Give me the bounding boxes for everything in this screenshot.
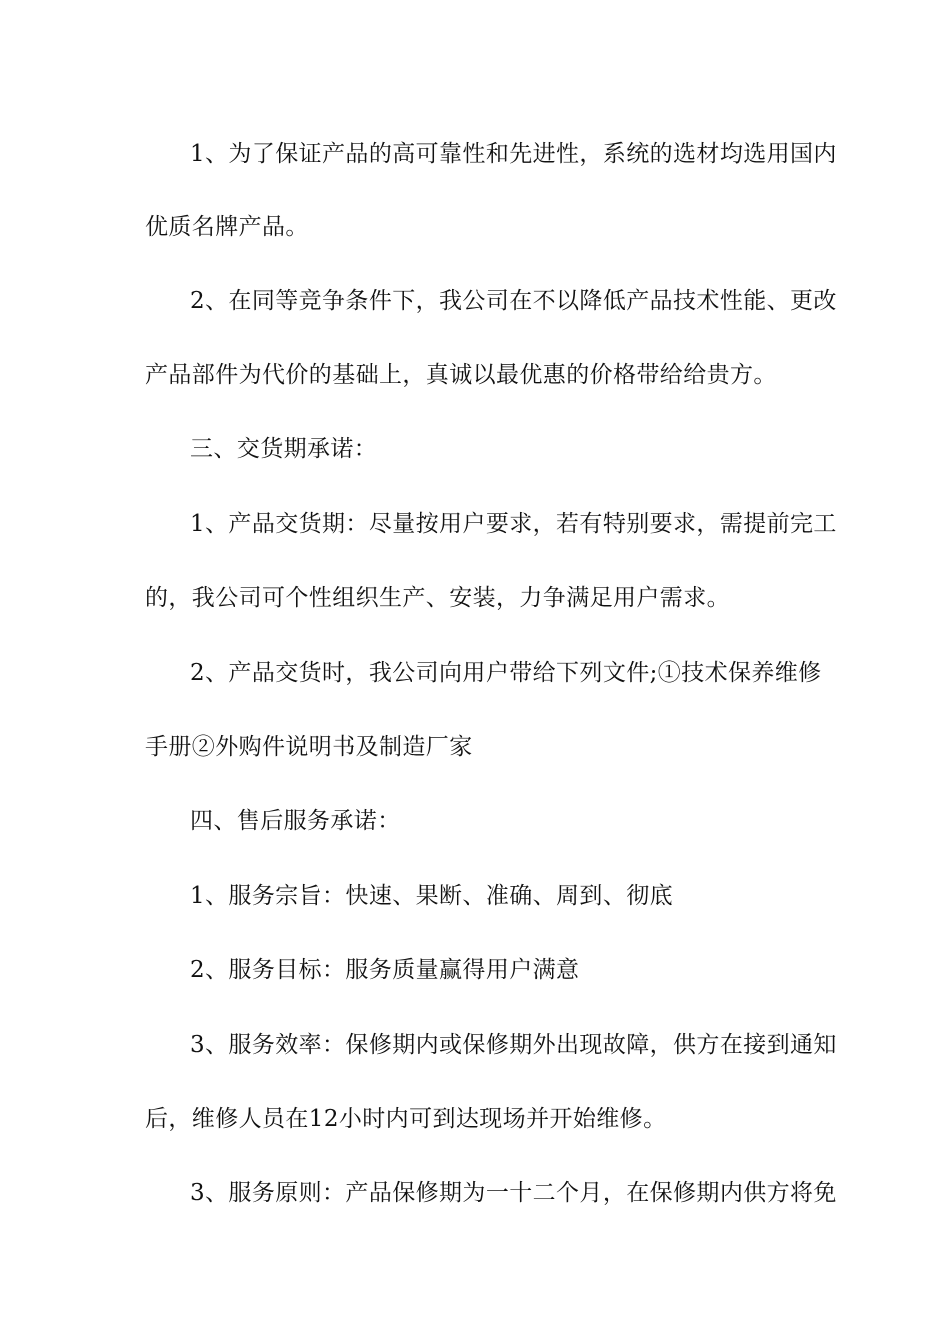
paragraph-line: 2、服务目标：服务质量赢得用户满意 [190,957,580,983]
paragraph-line: 1、服务宗旨：快速、果断、准确、周到、彻底 [190,883,674,909]
paragraph-line: 2、产品交货时，我公司向用户带给下列文件;①技术保养维修 [190,660,822,686]
paragraph-line: 优质名牌产品。 [145,214,309,240]
paragraph-line: 1、产品交货期：尽量按用户要求，若有特别要求，需提前完工 [190,511,837,537]
paragraph-line: 的，我公司可个性组织生产、安装，力争满足用户需求。 [145,585,730,611]
section-heading: 四、售后服务承诺： [190,808,401,834]
paragraph-line: 2、在同等竞争条件下，我公司在不以降低产品技术性能、更改 [190,288,837,314]
section-heading: 三、交货期承诺： [190,436,378,462]
paragraph-line: 产品部件为代价的基础上，真诚以最优惠的价格带给给贵方。 [145,362,777,388]
paragraph-line: 3、服务效率：保修期内或保修期外出现故障，供方在接到通知 [190,1032,837,1058]
paragraph-line: 1、为了保证产品的高可靠性和先进性，系统的选材均选用国内 [190,141,837,167]
paragraph-line: 手册②外购件说明书及制造厂家 [145,734,473,760]
paragraph-line: 3、服务原则：产品保修期为一十二个月，在保修期内供方将免 [190,1180,837,1206]
paragraph-line: 后，维修人员在12小时内可到达现场并开始维修。 [145,1106,667,1132]
